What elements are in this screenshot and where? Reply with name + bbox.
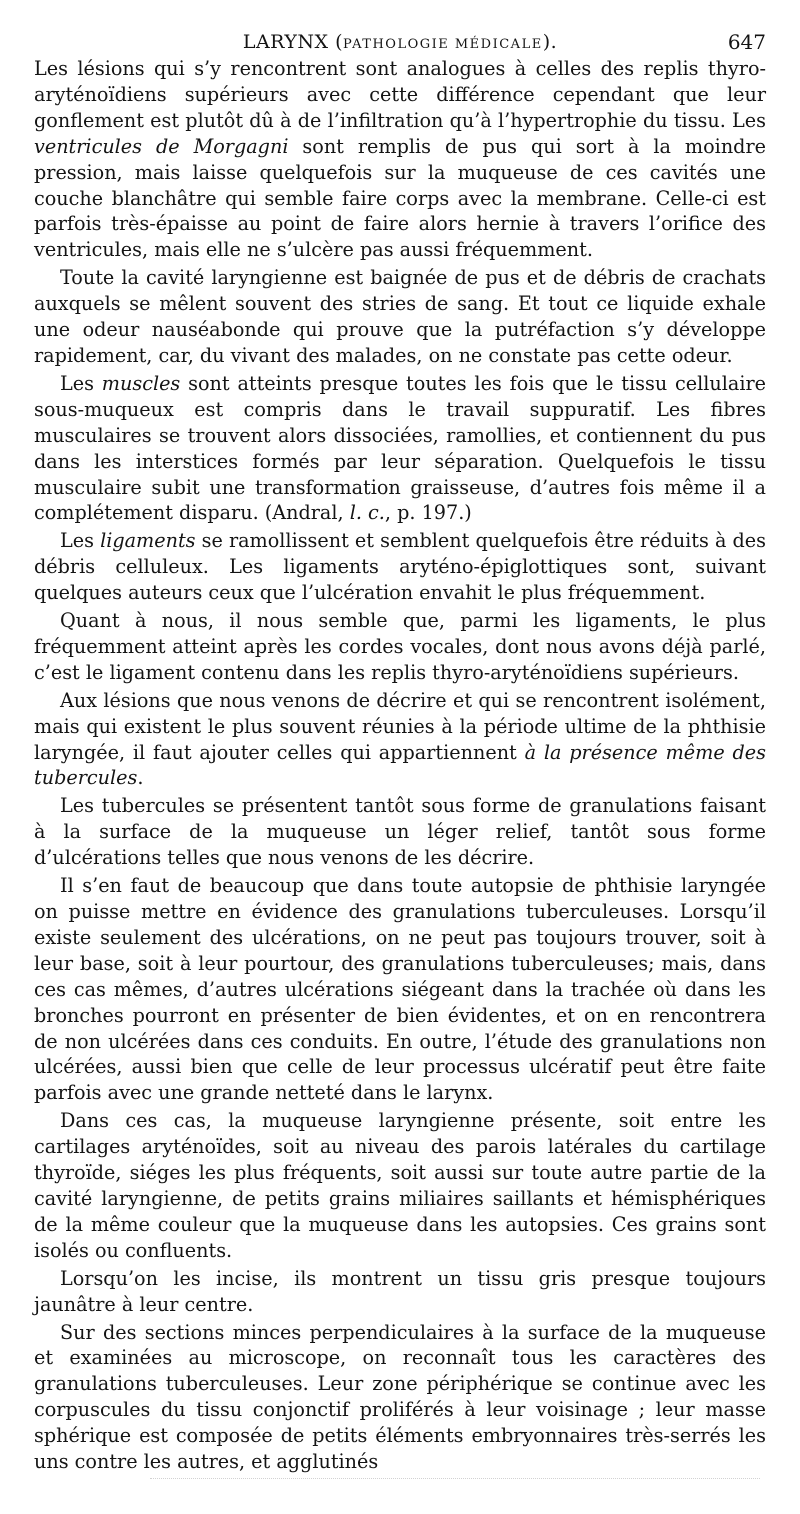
running-title bbox=[34, 28, 766, 59]
paragraph bbox=[34, 793, 766, 871]
text-run: . bbox=[137, 766, 144, 790]
running-header bbox=[34, 28, 766, 56]
text-run: Toute la cavité laryngienne est baignée de pus et de débris de crachats auxquels se mêlent souvent des stries de sang. Et tout ce liquide exhale une odeur nauséabonde qui prouve que la putréfaction s’y développe rapidement, car, du vivant des malades, on ne constate pas cette odeur. bbox=[34, 266, 766, 367]
page-number: 647 bbox=[727, 30, 766, 54]
running-title-small-caps: PATHOLOGIE MÉDICALE bbox=[343, 37, 543, 52]
paragraph bbox=[34, 1108, 766, 1263]
text-run: Les bbox=[60, 529, 101, 553]
text-run: Il s’en faut de beaucoup que dans toute autopsie de phthisie laryngée on puisse mettre en évidence des granulations tuberculeuses. Lorsqu’il existe seulement des ulcérations, on ne peut pas toujours trouver, soit à leur base, soit à leur pourtour, des granulations tuberculeuses; mais, dans ces cas mêmes, d’autres ulcérations siégeant dans la trachée où dans les bronches pourront en présenter de bien évidentes, et on en rencontrera de non ulcérées dans ces conduits. En outre, l’étude des granulations non ulcérées, aussi bien que celle de leur processus ulcératif peut être faite parfois avec une grande netteté dans le larynx. bbox=[34, 874, 766, 1105]
text-run: Sur des sections minces perpendiculaires à la surface de la muqueuse et examinées au microscope, on reconnaît tous les caractères des granulations tuberculeuses. Leur zone périphérique se continue avec les corpuscules du tissu conjonctif proliférés à leur voisinage ; leur masse sphérique est composée de petits éléments embryonnaires très-serrés les uns contre les autres, et agglutinés bbox=[34, 1320, 766, 1474]
text-run: Les tubercules se présentent tantôt sous forme de granulations faisant à la surface de la muqueuse un léger relief, tantôt sous forme d’ulcérations telles que nous venons de les décrire. bbox=[34, 794, 766, 870]
paragraph bbox=[34, 1266, 766, 1318]
text-run: sont remplis de pus qui sort à la moindre pression, mais laisse quelquefois sur la muqueuse de ces cavités une couche blanchâtre qui semble faire corps avec la membrane. Celle-ci est parfois très-épaisse au point de faire alors hernie à travers l’orifice des ventricules, mais elle ne s’ulcère pas aussi fréquemment. bbox=[34, 134, 766, 262]
book-page bbox=[34, 28, 766, 1477]
scan-noise-line bbox=[150, 1478, 760, 1483]
text-run: , p. 197.) bbox=[384, 501, 472, 525]
text-run: se ramollissent et semblent quelquefois être réduits à des débris celluleux. Les ligaments aryténo-épiglottiques sont, suivant quelques auteurs ceux que l’ulcération envahit le plus fréquemment. bbox=[34, 529, 766, 605]
italic-text: ventricules de Morgagni bbox=[34, 134, 289, 158]
text-run: Aux lésions que nous venons de décrire et qui se rencontrent isolément, mais qui existent le plus souvent réunies à la période ultime de la phthisie laryngée, il faut ajouter celles qui appartiennent bbox=[34, 688, 766, 764]
text-run: sont atteints presque toutes les fois que le tissu cellulaire sous-muqueux est compris dans le travail suppuratif. Les fibres musculaires se trouvent alors dissociées, ramollies, et contiennent du pus dans les interstices formés par leur séparation. Quelquefois le tissu musculaire subit une transformation graisseuse, d’autres fois même il a complétement disparu. (Andral, bbox=[34, 371, 766, 525]
paragraph bbox=[34, 608, 766, 686]
paragraph bbox=[34, 56, 766, 263]
italic-text: l. c. bbox=[349, 501, 385, 525]
italic-text: ligaments bbox=[100, 529, 196, 553]
running-title-main: LARYNX ( bbox=[242, 31, 344, 53]
text-run: Quant à nous, il nous semble que, parmi les ligaments, le plus fréquemment atteint après les cordes vocales, dont nous avons déjà parlé, c’est le ligament contenu dans les replis thyro-aryténoïdiens supérieurs. bbox=[34, 609, 766, 684]
body-text bbox=[34, 56, 766, 1475]
text-run: Les bbox=[60, 371, 102, 395]
text-run: Lorsqu’on les incise, ils montrent un tissu gris presque toujours jaunâtre à leur centre. bbox=[34, 1266, 766, 1316]
text-run: Dans ces cas, la muqueuse laryngienne présente, soit entre les cartilages aryténoïdes, soit au niveau des parois latérales du cartilage thyroïde, siéges les plus fréquents, soit aussi sur toute autre partie de la cavité laryngienne, de petits grains miliaires saillants et hémisphériques de la même couleur que la muqueuse dans les autopsies. Ces grains sont isolés ou confluents. bbox=[34, 1109, 766, 1262]
paragraph bbox=[34, 873, 766, 1106]
paragraph bbox=[34, 1320, 766, 1475]
italic-text: muscles bbox=[101, 371, 181, 395]
italic-text: à la présence même des tubercules bbox=[34, 740, 766, 790]
running-title-end: ). bbox=[542, 31, 558, 53]
text-run: Les lésions qui s’y rencontrent sont analogues à celles des replis thyro-aryténoïdiens supérieurs avec cette différence cependant que leur gonflement est plutôt dû à de l’infiltration qu’à l’hypertrophie du tissu. Les bbox=[34, 57, 766, 132]
paragraph bbox=[34, 528, 766, 606]
paragraph bbox=[34, 371, 766, 526]
paragraph bbox=[34, 688, 766, 792]
paragraph bbox=[34, 265, 766, 369]
